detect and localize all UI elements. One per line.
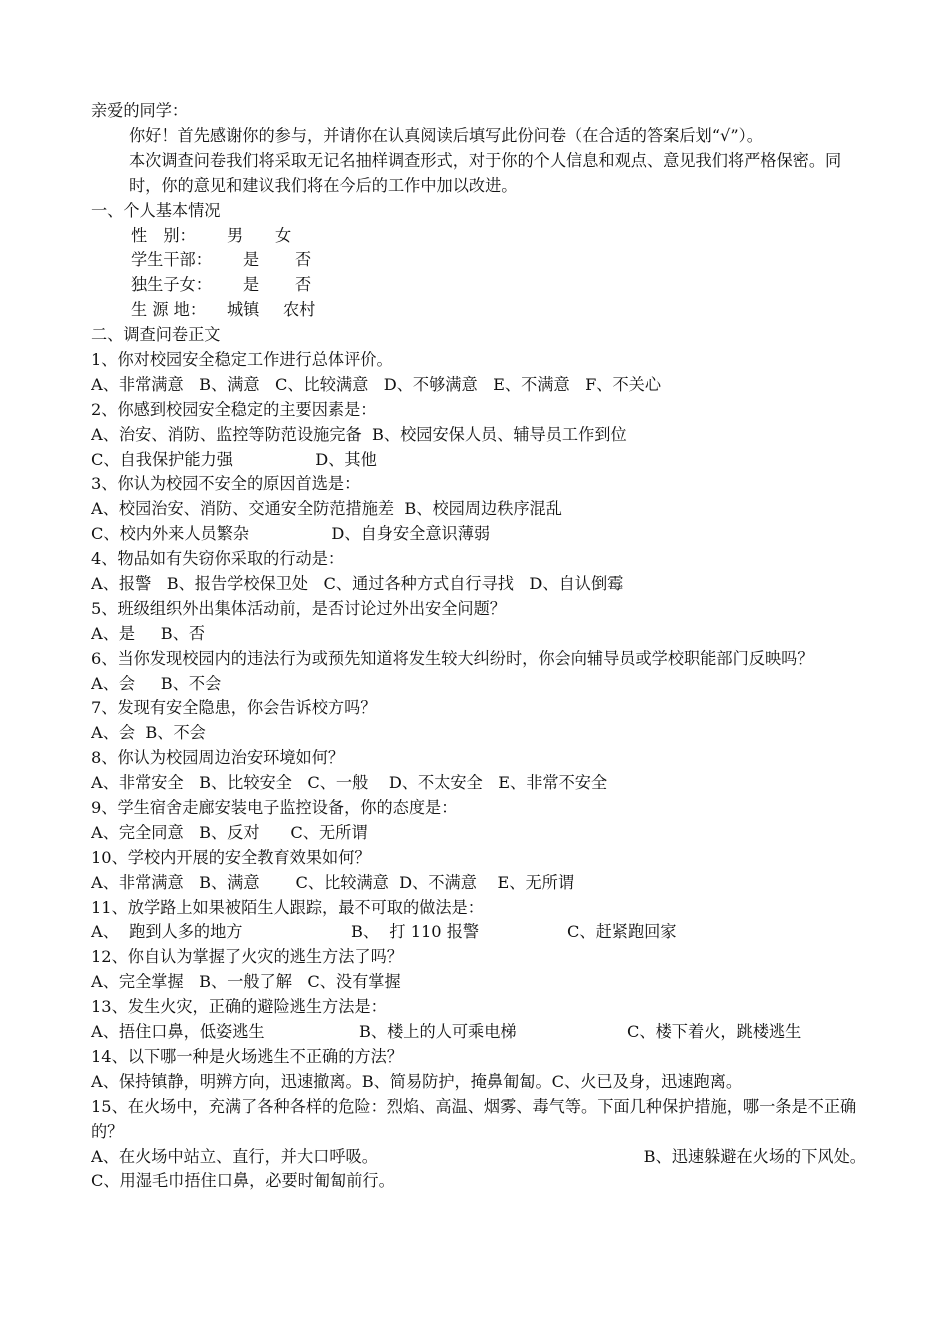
question-15-option-b: B、迅速躲避在火场的下风处。 <box>643 1146 866 1166</box>
question-13-option-a: A、捂住口鼻，低姿逃生 <box>91 1022 265 1042</box>
question-1-options: A、非常满意 B、满意 C、比较满意 D、不够满意 E、不满意 F、不关心 <box>91 374 662 394</box>
question-3-options-cd: C、校内外来人员繁杂 D、自身安全意识薄弱 <box>91 524 491 544</box>
question-11-option-b: B、 打 110 报警 <box>351 922 480 942</box>
personal-row-origin <box>91 298 866 323</box>
question-14-options: A、保持镇静，明辨方向，迅速撤离。B、简易防护，掩鼻匍匐。C、火已及身，迅速跑离。 <box>91 1071 743 1091</box>
personal-row-cadre <box>91 248 866 273</box>
gender-option-female: 女 <box>275 225 292 245</box>
question-5: 5、班级组织外出集体活动前，是否讨论过外出安全问题？ <box>91 598 506 618</box>
question-10-options: A、非常满意 B、满意 C、比较满意 D、不满意 E、无所谓 <box>91 872 575 892</box>
question-10: 10、学校内开展的安全教育效果如何？ <box>91 847 371 867</box>
section-survey-title: 二、调查问卷正文 <box>91 325 221 345</box>
question-15: 15、在火场中，充满了各种各样的危险：烈焰、高温、烟雾、毒气等。下面几种保护措施，哪一条是不正确的？ <box>91 1096 857 1141</box>
section-personal-info-title: 一、个人基本情况 <box>91 200 221 220</box>
only-child-option-no: 否 <box>295 275 312 295</box>
origin-option-village: 农村 <box>283 300 316 320</box>
question-13-option-b: B、楼上的人可乘电梯 <box>359 1022 517 1042</box>
question-3-options-ab: A、校园治安、消防、交通安全防范措施差 B、校园周边秩序混乱 <box>91 499 562 519</box>
origin-option-town: 城镇 <box>227 300 260 320</box>
question-7-options: A、会 B、不会 <box>91 723 206 743</box>
question-4: 4、物品如有失窃你采取的行动是： <box>91 549 345 569</box>
question-9: 9、学生宿舍走廊安装电子监控设备，你的态度是： <box>91 798 458 817</box>
intro-paragraph-1: 你好！首先感谢你的参与，并请你在认真阅读后填写此份问卷（在合适的答案后划“√”）。 <box>129 125 763 145</box>
question-9-options: A、完全同意 B、反对 C、无所谓 <box>91 822 368 842</box>
question-11-option-c: C、赶紧跑回家 <box>567 922 677 942</box>
question-12-options: A、完全掌握 B、一般了解 C、没有掌握 <box>91 972 401 992</box>
question-2: 2、你感到校园安全稳定的主要因素是： <box>91 399 377 419</box>
personal-row-only-child <box>91 273 866 298</box>
origin-label: 生 源 地： <box>131 300 207 320</box>
question-13: 13、发生火灾，正确的避险逃生方法是： <box>91 997 387 1017</box>
question-15-option-c: C、用湿毛巾捂住口鼻，必要时匍匐前行。 <box>91 1171 395 1191</box>
question-4-options: A、报警 B、报告学校保卫处 C、通过各种方式自行寻找 D、自认倒霉 <box>91 573 624 593</box>
cadre-option-no: 否 <box>295 250 312 270</box>
question-13-option-c: C、楼下着火，跳楼逃生 <box>627 1022 802 1042</box>
only-child-option-yes: 是 <box>243 275 260 295</box>
question-6: 6、当你发现校园内的违法行为或预先知道将发生较大纠纷时，你会向辅导员或学校职能部门反映吗？ <box>91 648 814 668</box>
question-11-options <box>91 920 866 945</box>
question-8-options: A、非常安全 B、比较安全 C、一般 D、不太安全 E、非常不安全 <box>91 773 608 793</box>
question-2-options-ab: A、治安、消防、监控等防范设施完备 B、校园安保人员、辅导员工作到位 <box>91 424 627 444</box>
question-13-options <box>91 1020 866 1045</box>
question-12: 12、你自认为掌握了火灾的逃生方法了吗？ <box>91 947 403 967</box>
question-15-option-a: A、在火场中站立、直行，并大口呼吸。 <box>91 1146 378 1166</box>
cadre-label: 学生干部： <box>131 250 212 270</box>
gender-label: 性 别： <box>131 225 196 245</box>
question-7: 7、发现有安全隐患，你会告诉校方吗？ <box>91 698 377 718</box>
question-6-options: A、会 B、不会 <box>91 673 222 693</box>
question-8: 8、你认为校园周边治安环境如何？ <box>91 748 345 768</box>
question-5-options: A、是 B、否 <box>91 623 206 643</box>
cadre-option-yes: 是 <box>243 250 260 270</box>
question-1: 1、你对校园安全稳定工作进行总体评价。 <box>91 349 393 369</box>
greeting: 亲爱的同学： <box>91 101 189 120</box>
personal-row-gender <box>91 224 866 249</box>
question-3: 3、你认为校园不安全的原因首选是： <box>91 474 361 494</box>
intro-paragraph-2: 本次调查问卷我们将采取无记名抽样调查形式，对于你的个人信息和观点、意见我们将严格保密。同时，你的意见和建议我们将在今后的工作中加以改进。 <box>129 150 842 195</box>
question-11-option-a: A、 跑到人多的地方 <box>91 922 243 942</box>
question-11: 11、放学路上如果被陌生人跟踪，最不可取的做法是： <box>91 897 484 917</box>
question-14: 14、以下哪一种是火场逃生不正确的方法？ <box>91 1046 403 1066</box>
questionnaire-body <box>91 99 866 1194</box>
question-2-options-cd: C、自我保护能力强 D、其他 <box>91 449 377 469</box>
question-15-options-ab <box>91 1145 866 1170</box>
only-child-label: 独生子女： <box>131 275 212 295</box>
gender-option-male: 男 <box>227 225 244 245</box>
